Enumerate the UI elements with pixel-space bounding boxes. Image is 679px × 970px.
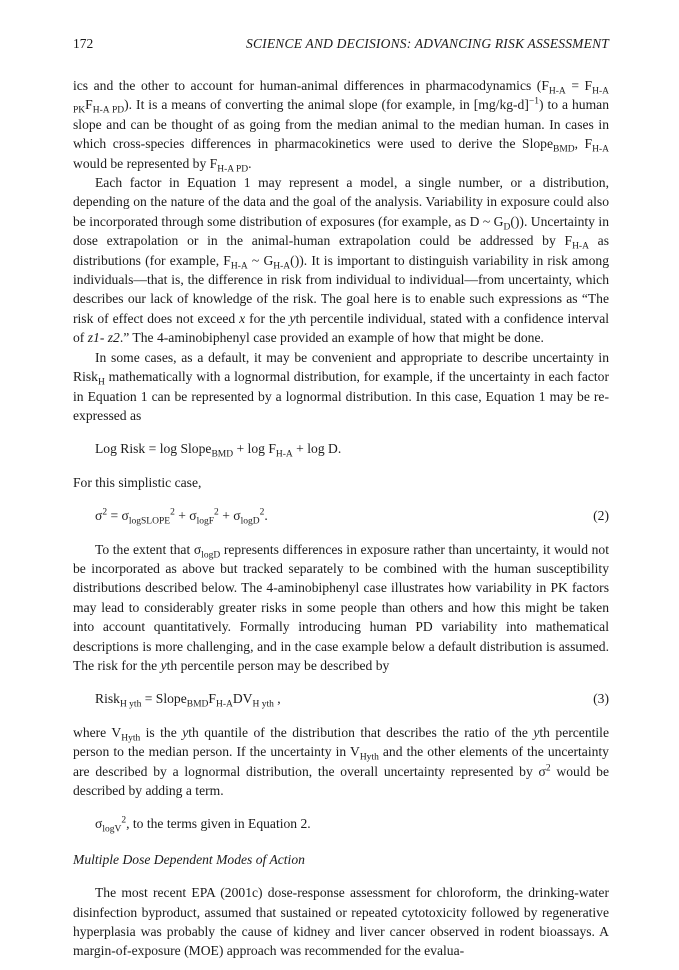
- body-text: [73, 76, 609, 961]
- page-header: [73, 36, 609, 56]
- paragraph-1: ics and the other to account for human-animal differences in pharmacodynamics $(F_{H-A} = F_{H-A PK}F_{H-A PD})$. It is a means of converting the animal slope (for example, in $[mg/kg-d]^{-1}$) to a human slope and can be thought of as going from the median animal to the median human. In cases in which cross-species differences in pharmacokinetics were used to derive the Slope$_{BMD}$, $F_{H-A}$ would be represented by $F_{H-A PD}$.: [73, 78, 609, 175]
- paragraph-3: In some cases, as a default, it may be convenient and appropriate to describe uncertainty in Risk$_H$ mathematically with a lognormal distribution, for example, if the uncertainty in each factor in Equation 1 can be represented by a lognormal distribution. In this case, Equation 1 may be re-expressed as: [73, 349, 609, 423]
- equation-2-number: (2): [593, 508, 609, 524]
- equation-sigma-logv: $\sigma_{logV}^2$, to the terms given in Equation 2.: [95, 815, 311, 836]
- paragraph-4: For this simplistic case,: [73, 474, 202, 490]
- paragraph-5: To the extent that $\sigma_{logD}$ represents differences in exposure rather than uncertainty, it would not be incorporated as above but tracked separately to be combined with the human susceptibility distributions described below. The 4-aminobiphenyl case illustrates how variability in PK factors may lead to considerably greater risks in some people than others and how this might be taken into account quantitatively. Formally introducing human PD variability into mathematical descriptions is more challenging, and in the case example below a default distribution is assumed. The risk for the yth percentile person may be described by: [73, 541, 609, 673]
- equation-3-number: (3): [593, 691, 609, 707]
- paragraph-2: Each factor in Equation 1 may represent a model, a single number, or a distribution, depending on the nature of the data and the goal of the analysis. Variability in exposure could also be incorporated through some distribution of exposures (for example, as D ~ $G_D()$). Uncertainty in dose extrapolation or in the animal-human extrapolation could be addressed by $F_{H-A}$ as distributions (for example, $F_{H-A}$ ~ $G_{H-A}()$). It is important to distinguish variability in risk among individuals—that is, the difference in risk from individual to individual—from uncertainty, which describes our lack of knowledge of the risk. The goal here is to enable such expressions as “The risk of effect does not exceed x for the yth percentile individual, stated with a confidence interval of z1- z2.” The 4-aminobiphenyl case provided an example of how that might be done.: [73, 175, 610, 346]
- section-heading: Multiple Dose Dependent Modes of Action: [73, 851, 305, 867]
- page-number: 172: [73, 36, 94, 51]
- equation-3: Risk$_{H yth}$ = $Slope_{BMD}F_{H-A}DV_{H yth}$ , (3): [95, 691, 609, 711]
- paragraph-6: where $V_{Hyth}$ is the yth quantile of the distribution that describes the ratio of the yth percentile person to the median person. If the uncertainty in $V_{Hyth}$ and the other elements of the uncertainty are described by a lognormal distribution, the overall uncertainty represented by $\sigma^2$ would be described by adding a term.: [73, 724, 609, 798]
- equation-log-risk: Log Risk = log Slope$_{BMD}$ + $\log F_{H-A} + \log D$.: [95, 441, 342, 461]
- equation-2: $\sigma^2 = \sigma_{logSLOPE}^2 + \sigma_{logF}^2 + \sigma_{logD}^2$. (2): [95, 507, 609, 527]
- paragraph-7: The most recent EPA (2001c) dose-response assessment for chloroform, the drinking-water disinfection byproduct, assumed that sustained or repeated cytotoxicity followed by regenerative hyperplasia was probably the cause of kidney and liver cancer observed in rodent bioassays. A margin-of-exposure (MOE) approach was recommended for the evalua-: [73, 885, 609, 959]
- running-title: SCIENCE AND DECISIONS: ADVANCING RISK ASSESSMENT: [246, 36, 609, 51]
